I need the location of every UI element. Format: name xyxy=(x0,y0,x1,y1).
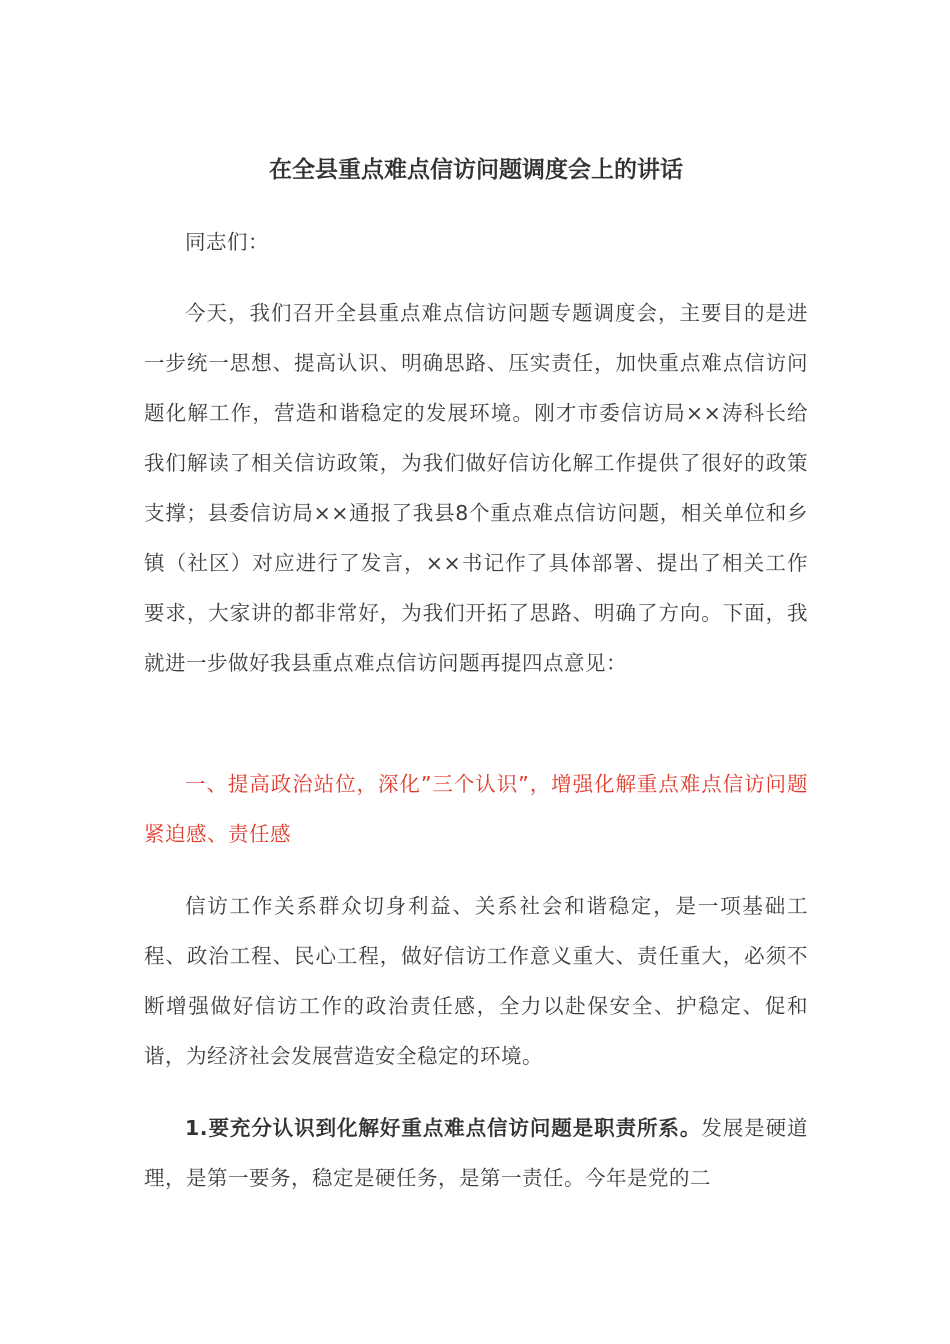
paragraph-section-1: 信访工作关系群众切身利益、关系社会和谐稳定，是一项基础工程、政治工程、民心工程，做好信访工作意义重大、责任重大，必须不断增强做好信访工作的政治责任感，全力以赴保安全、护稳定、促和谐，为经济社会发展营造安全稳定的环境。 xyxy=(144,894,808,1068)
salutation: 同志们： xyxy=(185,230,269,254)
point-1-body: 发展是硬道理，是第一要务，稳定是硬任务，是第一责任。今年是党的二 xyxy=(144,1116,809,1190)
paragraph-intro: 今天，我们召开全县重点难点信访问题专题调度会，主要目的是进一步统一思想、提高认识、明确思路、压实责任，加快重点难点信访问题化解工作，营造和谐稳定的发展环境。刚才市委信访局××涛科长给我们解读了相关信访政策，为我们做好信访化解工作提供了很好的政策支撑；县委信访局××通报了我县8个重点难点信访问题，相关单位和乡镇（社区）对应进行了发言，××书记作了具体部署、提出了相关工作要求，大家讲的都非常好，为我们开拓了思路、明确了方向。下面，我就进一步做好我县重点难点信访问题再提四点意见： xyxy=(144,301,808,675)
point-1-lead: 1.要充分认识到化解好重点难点信访问题是职责所系。 xyxy=(185,1116,702,1140)
document-title: 在全县重点难点信访问题调度会上的讲话 xyxy=(269,157,683,183)
section-heading-1: 一、提高政治站位，深化”三个认识”，增强化解重点难点信访问题紧迫感、责任感 xyxy=(144,772,808,846)
paragraph-point-1 xyxy=(144,1103,808,1203)
